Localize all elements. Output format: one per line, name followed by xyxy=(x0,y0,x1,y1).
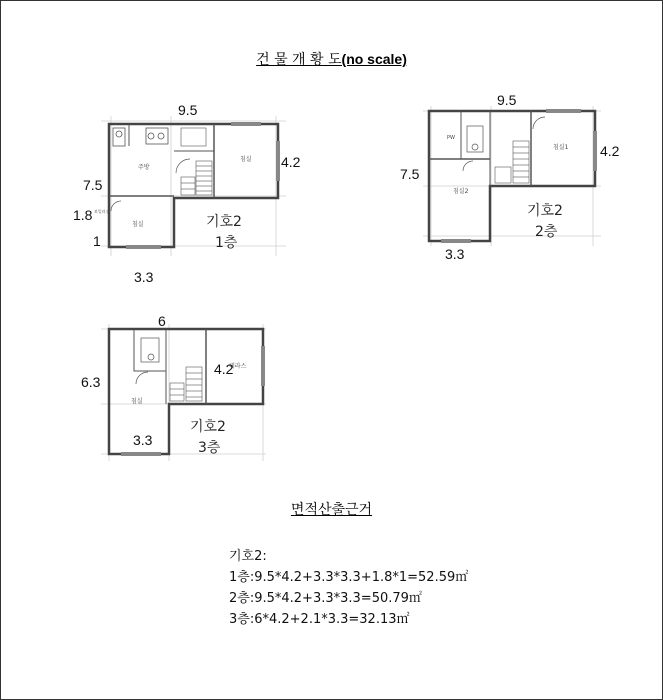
floor1-room-kitchen: 주방 xyxy=(138,164,150,171)
title-scale-note: (no scale) xyxy=(341,51,407,67)
floor1-room-bedroom-a: 침실 xyxy=(240,156,252,163)
floor1-dim-left-c: 1 xyxy=(93,233,101,249)
floor1-dim-left-b: 1.8 xyxy=(73,207,93,223)
floor3-floor-label: 3층 xyxy=(198,440,221,456)
floor1-dim-bottom: 3.3 xyxy=(134,269,154,285)
area-calculation-title: 면적산출근거 xyxy=(290,502,373,518)
floor1-code-label: 기호2 xyxy=(206,214,242,230)
area-calculation-block xyxy=(229,546,468,630)
floor2-dim-top: 9.5 xyxy=(497,92,517,108)
area-line-floor3: 3층:6*4.2+2.1*3.3=32.13㎡ xyxy=(229,612,410,627)
floor1-room-boiler: 보일러실 xyxy=(94,209,110,214)
floor2-dim-bottom: 3.3 xyxy=(445,246,465,262)
floor3-room-terrace: 테라스 xyxy=(229,363,247,370)
floor1-dim-right: 4.2 xyxy=(281,154,301,170)
floor2-dim-left: 7.5 xyxy=(400,166,420,182)
floor1-plan xyxy=(101,116,286,256)
floor2-room-pw: PW xyxy=(447,135,455,141)
floor1-dim-top: 9.5 xyxy=(178,102,198,118)
floor3-plan xyxy=(101,324,266,461)
area-code-label: 기호2: xyxy=(229,549,267,564)
floor2-plan xyxy=(423,106,601,246)
floor3-dim-left: 6.3 xyxy=(81,374,101,390)
floor1-dim-left-a: 7.5 xyxy=(83,177,103,193)
floor2-room-bedroom2: 침실2 xyxy=(453,188,469,195)
floor3-room-bedroom: 침실 xyxy=(131,398,143,405)
floor3-code-label: 기호2 xyxy=(190,419,226,435)
floor1-room-bedroom-b: 침실 xyxy=(132,221,144,228)
title-korean: 건 물 개 황 도 xyxy=(256,52,342,68)
floor2-code-label: 기호2 xyxy=(527,203,563,219)
floor3-dim-bottom: 3.3 xyxy=(133,432,153,448)
floor2-floor-label: 2층 xyxy=(535,224,558,240)
area-line-floor1: 1층:9.5*4.2+3.3*3.3+1.8*1=52.59㎡ xyxy=(229,570,469,585)
floor2-dim-right: 4.2 xyxy=(600,143,620,159)
floor1-floor-label: 1층 xyxy=(215,235,238,251)
floor3-dim-inner: 4.2 xyxy=(214,361,234,377)
floor3-dim-top: 6 xyxy=(158,313,166,329)
area-line-floor2: 2층:9.5*4.2+3.3*3.3=50.79㎡ xyxy=(229,591,422,606)
floor2-room-bedroom1: 침실1 xyxy=(553,144,569,151)
